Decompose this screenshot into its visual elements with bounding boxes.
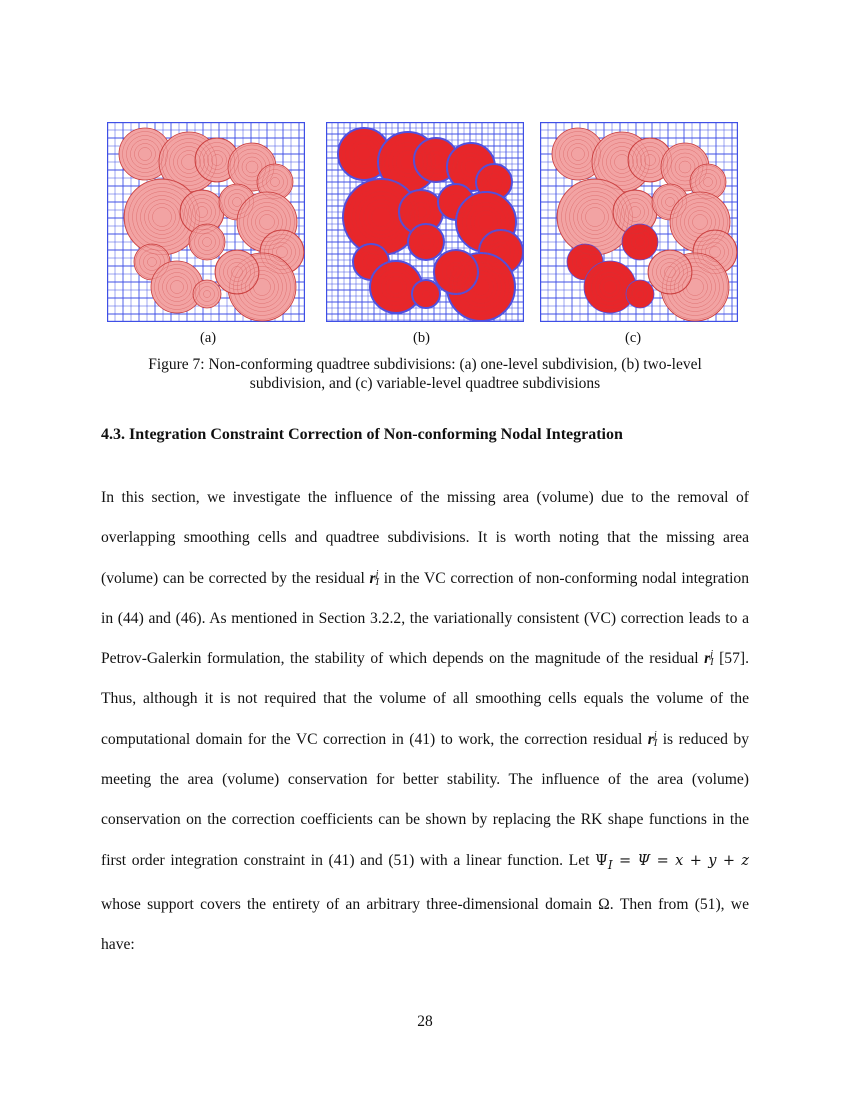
sentence-1: In this section, we investigate the influence of the missing area (volume) due to the removal of overlapping smoothing cells and quadtree subdivisions. It is worth noting that the missing area (volume) can be corrected by the residual [101, 489, 749, 587]
sentence-4: is reduced by meeting the area (volume) conservation for better stability. The influence of the area (volume) conservation on the correction coefficients can be shown by replacing the RK shape functions in the first order integration constraint in (41) and (51) with a linear function. Let [101, 730, 749, 869]
residual-symbol-3: r j I [647, 729, 658, 749]
panel-label-a: (a) [200, 330, 217, 346]
figure-7 [107, 122, 741, 324]
sentence-5: whose support covers the entirety of an arbitrary three-dimensional domain Ω. Then from (51), we have: [101, 895, 749, 954]
residual-symbol-2: r j I [704, 649, 714, 669]
panel-label-c: (c) [625, 330, 642, 346]
sentence-3: [57]. Thus, although it is not required that the volume of all smoothing cells equals the volume of the computational domain for the VC correction in (41) to work, the correction residual [101, 650, 749, 748]
body-paragraph [101, 478, 749, 965]
sentence-2: in the VC correction of non-conforming nodal integration in (44) and (46). As mentioned in Section 3.2.2, the variationally consistent (VC) correction leads to a Petrov-Galerkin formulation, the stability of which depends on the magnitude of the residual [101, 569, 749, 668]
caption-line-2: subdivision, and (c) variable-level quadtree subdivisions [249, 375, 601, 392]
psi-equation: $\Psi_I = \Psi = x + y + z$ [595, 852, 749, 872]
panel-one-level [107, 122, 305, 322]
panel-variable-level [540, 122, 738, 322]
page-number: 28 [417, 1013, 433, 1030]
panel-two-level [326, 122, 524, 322]
figure-caption [100, 355, 750, 393]
residual-symbol-1: r j I [369, 568, 379, 588]
section-heading: 4.3. Integration Constraint Correction of Non-conforming Nodal Integration [101, 426, 623, 443]
caption-line-1: Figure 7: Non-conforming quadtree subdivisions: (a) one-level subdivision, (b) two-level [148, 356, 702, 373]
panel-label-b: (b) [413, 330, 430, 346]
